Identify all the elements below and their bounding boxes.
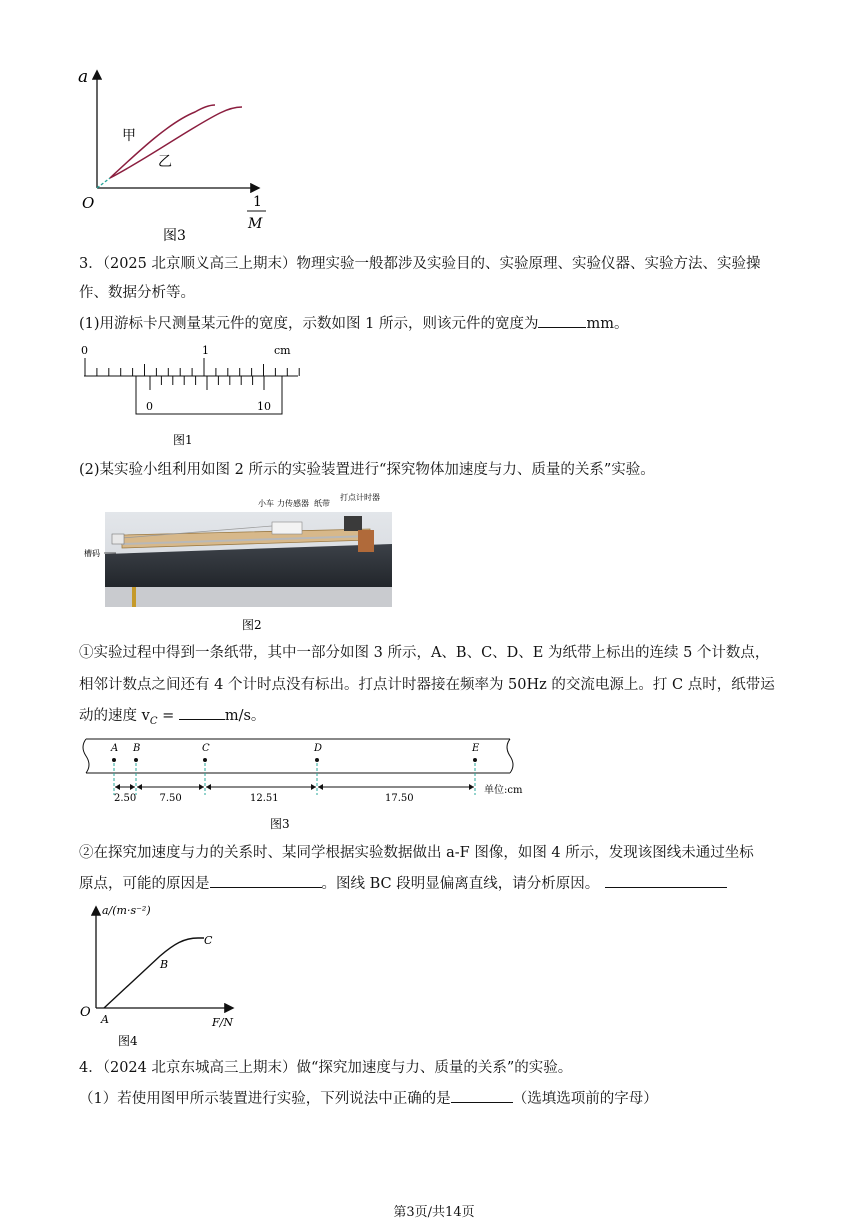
tape-point-label-c: C	[202, 743, 210, 754]
vernier-scale-0: 0	[146, 400, 153, 413]
q3-part1-unit: mm。	[586, 316, 629, 332]
x-axis-label-denominator: M	[248, 216, 263, 232]
answer-blank-reason-bc[interactable]	[605, 873, 727, 888]
vernier-caliper-figure	[76, 340, 316, 450]
vernier-scale-10: 10	[257, 400, 271, 413]
pulley	[112, 534, 124, 544]
fig4-caption: 图4	[118, 1034, 138, 1048]
q3-part1-text: (1)用游标卡尺测量某元件的宽度，示数如图 1 所示，则该元件的宽度为	[79, 316, 539, 332]
tape-arrowhead-right	[469, 784, 474, 790]
photo-floor	[105, 587, 392, 607]
tape-point-label-a: A	[111, 743, 119, 754]
tape-distance-label: 17.50	[385, 793, 414, 804]
end-block	[358, 530, 374, 552]
answer-blank-width[interactable]	[538, 313, 586, 328]
caliper-caption: 图1	[173, 433, 193, 447]
q3-s1-line1	[79, 643, 769, 663]
tape-distance-label: 2.50	[114, 793, 137, 804]
q3-s2-line1: ②在探究加速度与力的关系时、某同学根据实验数据做出 a-F 图像，如图 4 所示，发现该图线未通过坐标	[79, 845, 754, 861]
fig4-y-axis-label: a/(m·s⁻²)	[102, 904, 151, 917]
q3-header-cont: 作、数据分析等。	[79, 285, 195, 301]
y-axis-label: a	[78, 67, 89, 87]
tape-distance-label: 12.51	[250, 793, 279, 804]
tape-point-c	[203, 758, 207, 762]
figure-caption: 图3	[163, 228, 186, 244]
q4-header: 4．（2024 北京东城高三上期末）做“探究加速度与力、质量的关系”的实验。	[79, 1060, 573, 1076]
curve-jia-label: 甲	[122, 128, 136, 144]
tape-arrowhead-right	[311, 784, 316, 790]
apparatus-photo	[82, 492, 394, 634]
tape-arrowhead-right	[199, 784, 204, 790]
tape-point-label-b: B	[133, 743, 141, 754]
origin-label: O	[82, 194, 95, 212]
extrapolation-dashed-line	[97, 178, 110, 188]
photo-label-slot: 槽码	[84, 549, 100, 558]
tape-right-tear	[507, 739, 513, 773]
photo-label-car: 小车	[258, 499, 274, 508]
q3-s1-velocity-sub: C	[149, 715, 158, 727]
q3-header: 3．（2025 北京顺义高三上期末）物理实验一般都涉及实验目的、实验原理、实验仪器、实验方法、实验操	[79, 256, 761, 272]
tape-arrowhead-left	[137, 784, 142, 790]
main-scale-unit: cm	[274, 344, 291, 357]
q4-part1-hint: （选填选项前的字母）	[512, 1091, 658, 1107]
q3-s2-text-a: 原点，可能的原因是	[79, 876, 210, 892]
fig4-point-b: B	[160, 958, 169, 971]
q3-s1-velocity-label: 动的速度 v	[79, 708, 150, 724]
answer-blank-reason-origin[interactable]	[210, 873, 322, 888]
photo-label-sensor: 力传感器	[277, 499, 309, 508]
figure-a-vs-inverse-mass	[70, 60, 290, 250]
tape-arrowhead-right	[130, 784, 135, 790]
main-scale-1: 1	[202, 344, 209, 357]
photo-label-timer: 打点计时器	[340, 493, 380, 502]
tape-distance-label: 7.50	[159, 793, 182, 804]
tape-arrowhead-left	[206, 784, 211, 790]
q3-part2: (2)某实验小组利用如图 2 所示的实验装置进行“探究物体加速度与力、质量的关系”实验。	[79, 462, 655, 478]
tape-unit: 单位:cm	[484, 785, 523, 796]
photo-label-tape: 纸带	[314, 499, 330, 508]
q3-s1-line2: 相邻计数点之间还有 4 个计时点没有标出。打点计时器接在频率为 50Hz 的交流电源上。打 C 点时，纸带运	[79, 677, 775, 693]
q3-s2-text-b: 。图线 BC 段明显偏离直线，请分析原因。	[321, 876, 600, 892]
tape-point-label-d: D	[314, 743, 323, 754]
q3-s2-line2	[79, 873, 727, 894]
tape-arrowhead-left	[115, 784, 120, 790]
answer-blank-velocity[interactable]	[179, 705, 225, 720]
curve-yi-label: 乙	[158, 154, 172, 170]
bench-leg	[132, 587, 136, 607]
fig4-x-axis-label: F/N	[212, 1016, 233, 1029]
main-scale-0: 0	[81, 344, 88, 357]
answer-blank-q4-choice[interactable]	[451, 1088, 513, 1103]
q3-part1	[79, 313, 628, 334]
q4-part1-text: （1）若使用图甲所示装置进行实验，下列说法中正确的是	[79, 1091, 451, 1107]
page-footer: 第3页/共14页	[393, 1205, 475, 1220]
x-axis-label-numerator: 1	[253, 194, 262, 210]
q3-s1-unit: m/s。	[224, 708, 266, 724]
tape-left-tear	[83, 739, 89, 773]
tape-point-b	[134, 758, 138, 762]
fig4-point-a: A	[101, 1013, 109, 1026]
cart	[272, 522, 302, 534]
tape-point-e	[473, 758, 477, 762]
fig4-point-c: C	[204, 934, 213, 947]
tape-arrowhead-left	[318, 784, 323, 790]
tape-point-d	[315, 758, 319, 762]
paper-tape-figure	[78, 733, 528, 833]
q4-part1	[79, 1088, 658, 1109]
q3-s1-line1-text: ①实验过程中得到一条纸带，其中一部分如图 3 所示，A、B、C、D、E 为纸带上标出的连续 5 个计数点，	[79, 645, 770, 661]
main-scale-ticks	[85, 358, 299, 376]
fig4-origin-label: O	[80, 1005, 91, 1020]
vernier-scale-ticks	[150, 376, 264, 390]
q3-s1-equals: =	[157, 708, 179, 724]
timer	[344, 516, 362, 531]
figure-4-a-F-graph	[74, 898, 254, 1050]
tape-point-label-e: E	[472, 743, 480, 754]
photo-caption: 图2	[242, 618, 262, 632]
tape-caption: 图3	[270, 817, 290, 831]
q3-s1-line3	[79, 705, 265, 732]
fig4-curve	[104, 938, 204, 1008]
tape-point-a	[112, 758, 116, 762]
